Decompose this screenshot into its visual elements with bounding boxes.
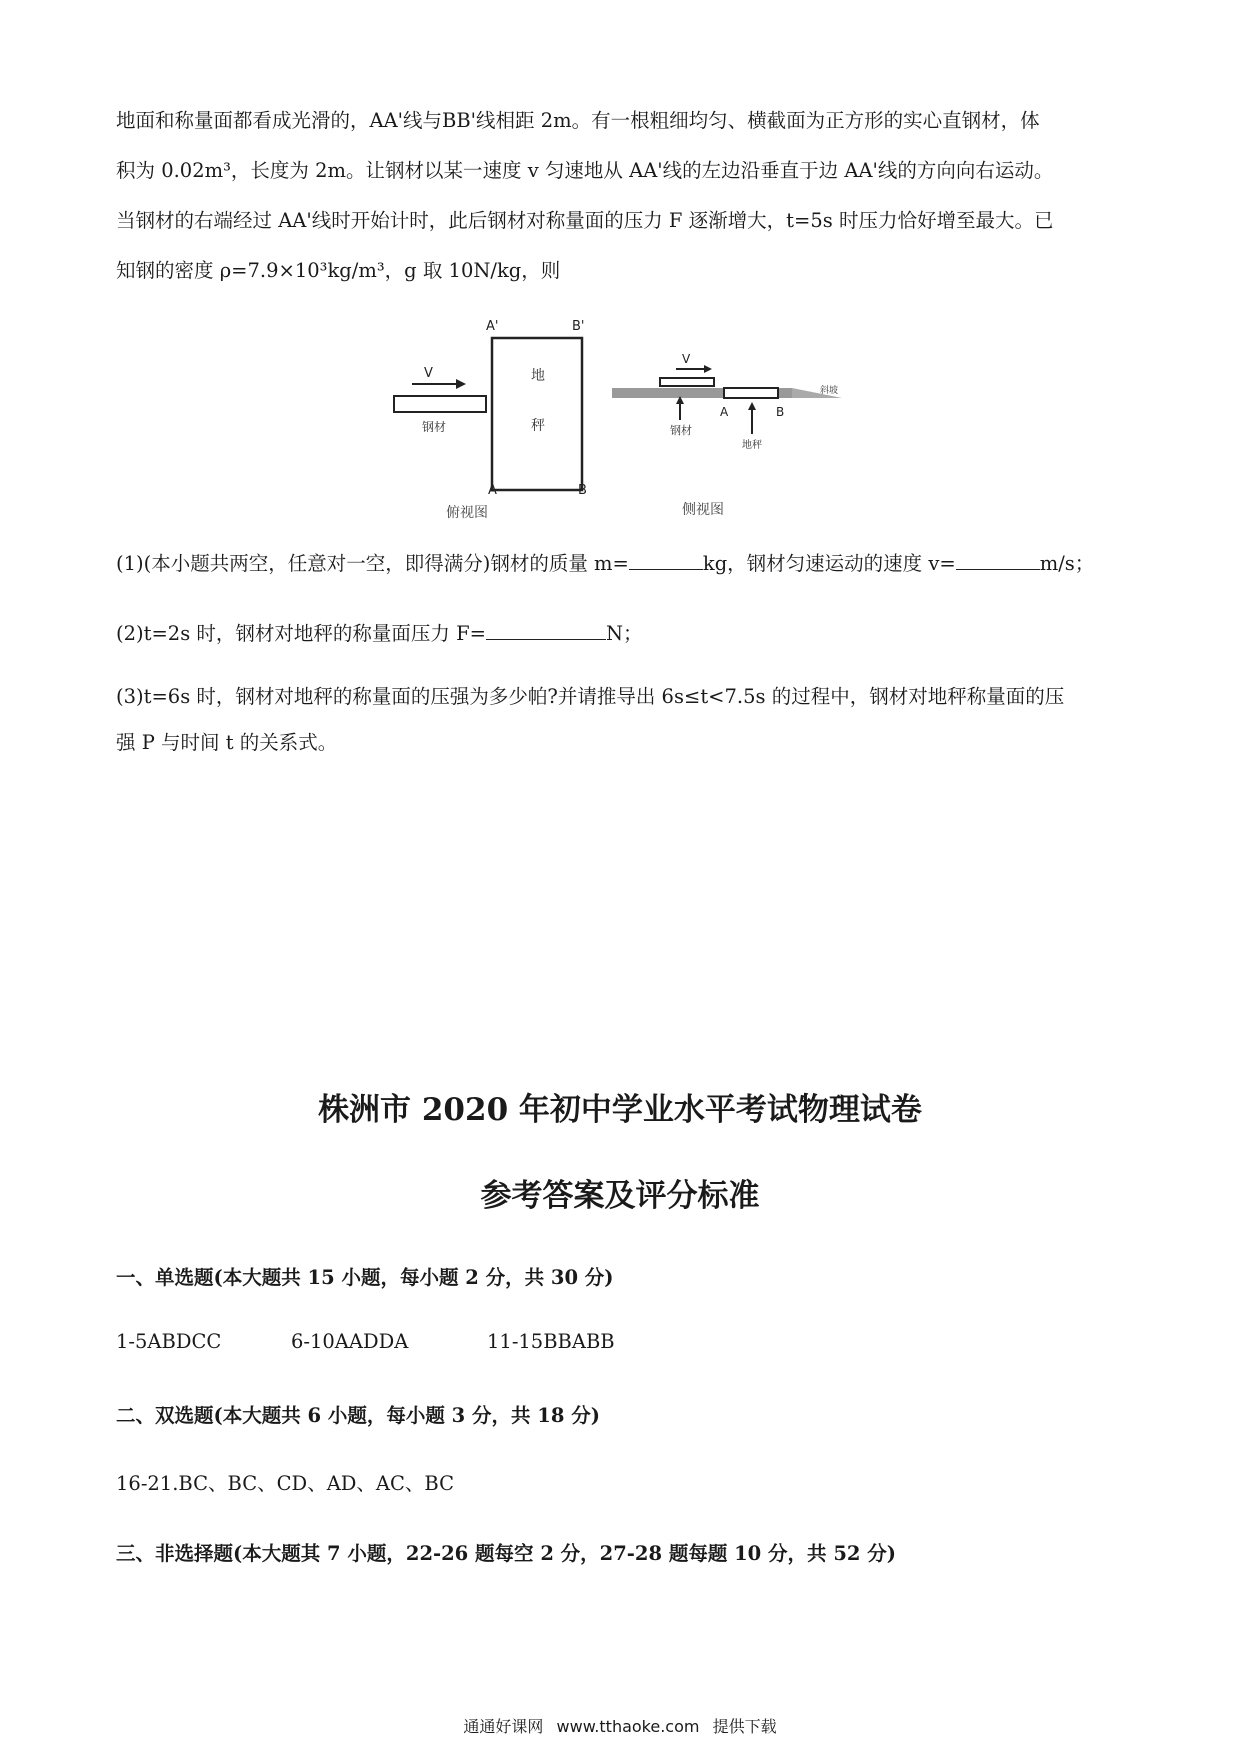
side-steel-bar xyxy=(660,378,714,386)
section-1-heading: 一、单选题(本大题共 15 小题，每小题 2 分，共 30 分) xyxy=(116,1266,614,1289)
answers-6-10: 6-10AADDA xyxy=(291,1330,409,1353)
intro-line: 积为 0.02m³，长度为 2m。让钢材以某一速度 v 匀速地从 AA'线的左边沿垂直于边 AA'线的方向向右运动。 xyxy=(116,159,1054,182)
problem-intro xyxy=(116,96,1136,296)
top-scale-platform xyxy=(492,338,582,490)
question-2 xyxy=(116,618,643,646)
q2-force-blank xyxy=(486,621,606,640)
q1-suffix: m/s； xyxy=(1039,552,1095,575)
q2-suffix: N； xyxy=(605,622,643,645)
footer-site-name: 通通好课网 xyxy=(463,1717,544,1736)
q3-line: 强 P 与时间 t 的关系式。 xyxy=(116,731,338,754)
footer-download: 提供下载 xyxy=(712,1717,777,1736)
scale-char-2: 秤 xyxy=(531,418,545,434)
scale-char-1: 地 xyxy=(531,368,545,384)
footer-url[interactable]: www.tthaoke.com xyxy=(556,1717,700,1736)
label-a-prime: A' xyxy=(486,319,499,334)
answer-subtitle: 参考答案及评分标准 xyxy=(480,1178,760,1214)
top-view-diagram xyxy=(394,319,587,521)
answers-11-15: 11-15BBABB xyxy=(487,1330,615,1353)
answers-1-5: 1-5ABDCC xyxy=(116,1330,222,1353)
answer-title: 株洲市 2020 年初中学业水平考试物理试卷 xyxy=(318,1092,922,1128)
intro-line: 当钢材的右端经过 AA'线时开始计时，此后钢材对称量面的压力 F 逐渐增大，t=5s 时压力恰好增至最大。已 xyxy=(116,209,1054,232)
side-scale-platform xyxy=(724,388,778,398)
scale-pointer-head xyxy=(748,402,756,410)
label-b: B xyxy=(578,483,587,498)
section-2-answers: 16-21.BC、BC、CD、AD、AC、BC xyxy=(116,1472,455,1495)
side-velocity-arrowhead xyxy=(704,365,712,373)
side-view-diagram xyxy=(612,352,842,518)
q1-mid: kg，钢材匀速运动的速度 v= xyxy=(702,552,956,575)
q1-mass-blank xyxy=(629,551,703,570)
problem-figure xyxy=(0,310,1240,550)
question-1 xyxy=(116,548,1094,576)
side-scale-label: 地秤 xyxy=(742,440,762,451)
intro-line: 知钢的密度 ρ=7.9×10³kg/m³，g 取 10N/kg，则 xyxy=(116,259,561,282)
slope-label: 斜坡 xyxy=(820,386,839,396)
section-3-heading: 三、非选择题(本大题其 7 小题，22-26 题每空 2 分，27-28 题每题 10 分，共 52 分) xyxy=(116,1542,896,1565)
side-v-label: V xyxy=(682,352,691,366)
top-steel-bar xyxy=(394,396,486,412)
side-label-a: A xyxy=(720,405,729,419)
top-view-caption: 俯视图 xyxy=(446,505,488,521)
side-label-b: B xyxy=(776,405,785,419)
page-footer xyxy=(0,1714,1240,1737)
top-v-label: V xyxy=(424,366,433,381)
section-2-heading: 二、双选题(本大题共 6 小题，每小题 3 分，共 18 分) xyxy=(116,1404,600,1427)
q2-prefix: (2)t=2s 时，钢材对地秤的称量面压力 F= xyxy=(116,622,486,645)
side-steel-label: 钢材 xyxy=(670,424,692,437)
q3-line: (3)t=6s 时，钢材对地秤的称量面的压强为多少帕?并请推导出 6s≤t<7.5s 的过程中，钢材对地秤称量面的压 xyxy=(116,685,1065,708)
q1-prefix: (1)(本小题共两空，任意对一空，即得满分)钢材的质量 m= xyxy=(116,552,629,575)
velocity-arrowhead xyxy=(456,379,466,389)
question-3 xyxy=(116,674,1136,766)
label-b-prime: B' xyxy=(572,319,585,334)
top-steel-label: 钢材 xyxy=(422,420,447,434)
q1-velocity-blank xyxy=(956,551,1040,570)
intro-line: 地面和称量面都看成光滑的，AA'线与BB'线相距 2m。有一根粗细均匀、横截面为正方形的实心直钢材，体 xyxy=(116,109,1040,132)
label-a: A xyxy=(488,483,497,498)
section-1-answers xyxy=(116,1330,615,1353)
side-view-caption: 侧视图 xyxy=(682,502,724,518)
